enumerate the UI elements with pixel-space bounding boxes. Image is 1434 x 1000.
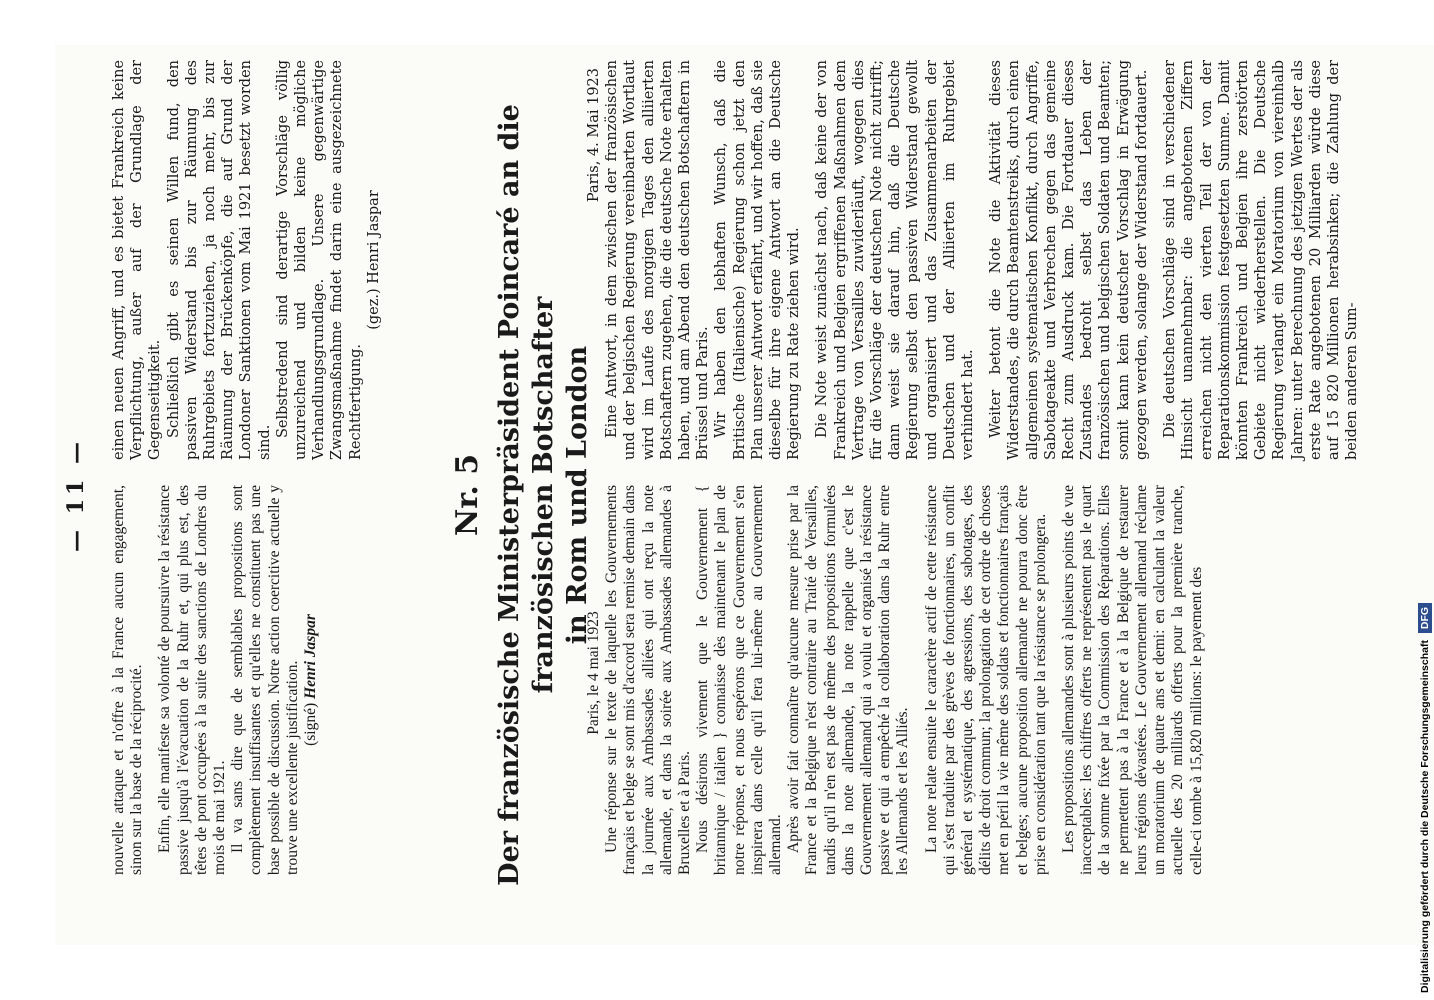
heading-block — [450, 45, 595, 945]
paragraph: Weiter betont die Note die Aktivität dieses Widerstandes, die durch Beamtenstreiks, durch einen allgemeinen systematischen Konflikt, durch Angriffe, Sabotageakte und Verbrechen gegen das gemeine Recht zum Ausdruck kam. Die Fortdauer dieses Zustandes bedroht selbst das Leben der französischen und belgischen Soldaten und Beamten; somit kann kein deutscher Vorschlag in Erwägung gezogen werden, solange der Widerstand fortdauert. — [988, 60, 1150, 460]
paragraph: Une réponse sur le texte de laquelle les Gouvernements français et belge se sont mis d'accord sera remise demain dans la journée aux Ambassades alliées qui ont reçu la note allemande, et dans la soirée aux Ambassades allemandes à Bruxelles et à Paris. — [603, 485, 694, 875]
signature-prefix: (signé) — [302, 702, 320, 746]
french-column-top — [110, 485, 320, 875]
dfg-logo: DFG — [1418, 603, 1432, 633]
paragraph: Wir haben den lebhaften Wunsch, daß die Britische (Italienische) Regierung schon jetzt den Plan unserer Antwort erfährt, und wir hoffen, daß sie dieselbe für ihre eigene Antwort an die Deutsche Regierung zu Rate ziehen wird. — [713, 60, 803, 460]
dateline: Paris, 4. Mai 1923 — [586, 68, 602, 203]
paragraph-part: Nous désirons vivement que le Gouvernement — [694, 507, 712, 853]
german-column-bottom — [585, 60, 1361, 460]
paragraph-part: connaisse dès maintenant le plan de notre réponse, et nous espérons que ce Gouvernement s'en inspirera dans celle qu'il fera lui-même au Gouvernement allemand. — [712, 485, 785, 875]
french-column-bottom — [585, 485, 1206, 875]
paragraph: Selbstredend sind derartige Vorschläge völlig unzureichend und bilden keine mögliche Verhandlungsgrundlage. Unsere gegenwärtige Zwangsmaßnahme findet darin eine ausgezeichnete Rechtfertigung. — [274, 60, 364, 460]
document-title: Der französische Ministerpräsident Poincaré an die französischen Botschafter — [494, 104, 559, 886]
paragraph: Die Note weist zunächst nach, daß keine der von Frankreich und Belgien ergriffenen Maßnahmen dem Vertrage von Versailles zuwiderläuft, wogegen dies für die Vorschläge der deutschen Note nicht zutrifft; dann weist sie darauf hin, daß die Deutsche Regierung selbst den passiven Widerstand gewollt und organisiert und das Zusammenarbeiten der Deutschen und der Alliierten im Ruhrgebiet verhindert hat. — [814, 60, 977, 460]
paragraph: Enfin, elle manifeste sa volonté de poursuivre la résistance passive jusqu'à l'évacuation de la Ruhr et, qui plus est, des têtes de pont occupées à la suite des sanctions de Londres du mois de mai 1921. — [156, 485, 229, 875]
paragraph: Les propositions allemandes sont à plusieurs points de vue inacceptables: les chiffres offerts ne représentent pas le quart de la somme fixée par la Commission des Réparations. Elles ne permettent pas à la France et à la Belgique de restaurer leurs régions dévastées. Le Gouvernement allemand réclame un moratorium de quatre ans et demi: en calculant la valeur actuelle des 20 milliards offerts pour la première tranche, celle-ci tombe à 15,820 millions: le payement des — [1060, 485, 1205, 875]
paragraph: Die deutschen Vorschläge sind in verschiedener Hinsicht unannehmbar: die angebotenen Ziffern erreichen nicht den vierten Teil der von der Reparationskommission festgesetzten Summe. Damit könnten Frankreich und Belgien ihre zerstörten Gebiete nicht wiederherstellen. Die Deutsche Regierung verlangt ein Moratorium von viereinhalb Jahren: unter Berechnung des jetzigen Wertes der als erste Rate angebotenen 20 Milliarden würde diese auf 15 820 Millionen herabsinken; die Zahlung der beiden anderen Sum- — [1162, 60, 1361, 460]
paragraph: Il va sans dire que de semblables propositions sont complètement insuffisantes et qu'elles ne constituent pas une base possible de discussion. Notre action coercitive actuelle y trouve une excellente justification. — [229, 485, 301, 875]
document-number: Nr. 5 — [450, 453, 485, 537]
paragraph: Schließlich gibt es seinen Willen fund, den passiven Widerstand bis zur Räumung des Ruhrgebiets fortzuziehen, ja noch mehr, bis zur Räumung der Brückenköpfe, die auf Grund der Londoner Sanktionen vom Mai 1921 besetzt worden sind. — [165, 60, 273, 460]
credit-text: Digitalisierung gefördert durch die Deutsche Forschungsgemeinschaft — [1419, 640, 1431, 993]
digitisation-credit — [1418, 8, 1432, 993]
brace-option: italien — [712, 746, 730, 786]
rotated-document-page — [55, 45, 1434, 945]
paragraph: Eine Antwort, in dem zwischen der französischen und der belgischen Regierung vereinbarten Wortlaut wird im Laufe des morgigen Tages den alliierten Botschaftern zugehen, die die deutsche Note erhalten haben, und am Abend den deutschen Botschaftern in Brüssel und Paris. — [604, 60, 712, 460]
document-title-line2: in Rom und London — [562, 345, 593, 645]
german-column-top — [110, 60, 383, 460]
dateline: Paris, le 4 mai 1923 — [585, 611, 602, 735]
paragraph: nouvelle attaque et n'offre à la France aucun engagement, sinon sur la base de la réciprocité. — [110, 485, 146, 875]
brace-option: britannique — [712, 804, 730, 875]
paragraph: La note relate ensuite le caractère actif de cette résistance qui s'est traduite par des grèves de fonctionnaires, un conflit général et systématique, des agressions, des sabotages, des délits de droit commun; la prolongation de cet ordre de choses met en péril la vie même des soldats et fonctionnaires français et belges; aucune proposition allemande ne pourra donc être prise en considération tant que la résistance se prolongera. — [922, 485, 1049, 875]
signature: (gez.) Henri Jaspar — [365, 190, 382, 330]
paragraph: einen neuen Angriff, und es bietet Frankreich keine Verpflichtung, außer auf der Grundlage der Gegenseitigkeit. — [111, 60, 164, 460]
signature — [302, 485, 320, 875]
signature-name: Henri Jaspar — [302, 614, 320, 699]
page-number: — 11 — — [63, 438, 89, 552]
paragraph: Nous désirons vivement que le Gouvernement { britannique / italien } connaisse dès maintenant le plan de notre réponse, et nous espérons que ce Gouvernement s'en inspirera dans celle qu'il fera lui-même au Gouvernement allemand. — [694, 485, 785, 875]
paragraph: Après avoir fait connaître qu'aucune mesure prise par la France et la Belgique n'est contraire au Traité de Versailles, tandis qu'il n'en est pas de même des propositions formulées dans la note allemande, la note rappelle que c'est le Gouvernement allemand qui a voulu et organisé la résistance passive et qui a empêché la collaboration dans la Ruhr entre les Allemands et les Alliés. — [785, 485, 912, 875]
